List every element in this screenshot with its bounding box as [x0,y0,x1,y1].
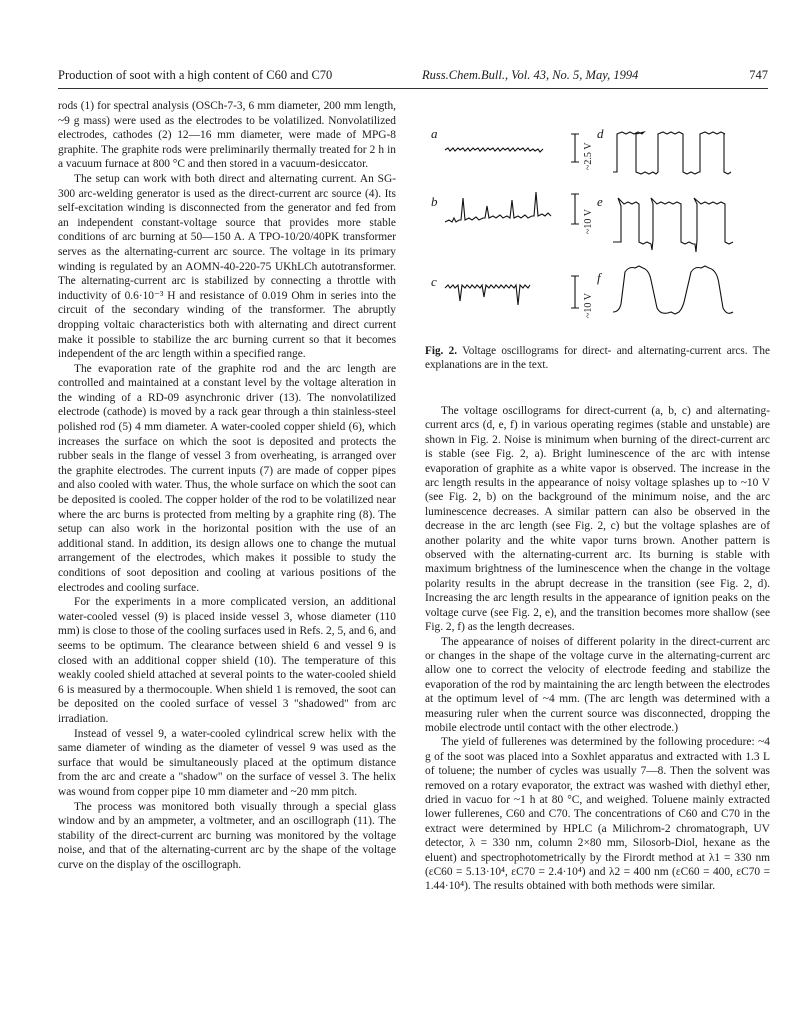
trace-e [613,198,733,252]
paragraph: The setup can work with both direct and alternating current. An SG-300 arc-welding generator is used as the direct-current arc source (4). Its self-excitation winding is disconnected from the generator and fed from an independent constant-voltage source that provides more stable conditions of arc burning at 50—150 A. A TPO-10/20/40PK transformer serves as the alternating-current arc source. The voltage in its primary winding is regulated by an AOMN-40-220-75 UKhLCh autotransformer. The alternating-current arc is stabilized by connecting a throttle with inductivity of 0.6·10⁻³ H and resistance of 0.019 Ohm in series into the circuit of the secondary winding of the transformer. The abruptly dropping voltaic characteristics both with alternating and direct current make it possible to stabilize the arc burning current so that it becomes independent of the arc length within a specified range. [58,172,396,361]
trace-a [445,148,543,152]
scale-bar-c [571,276,579,308]
paragraph: Instead of vessel 9, a water-cooled cylindrical screw helix with the same diameter of winding as the diameter of vessel 9 was used as the surface that would be simultaneously placed at the optimum distance from the arc and create a "shadow" on the surface of vessel 3. The helix was wound from copper pipe 10 mm diameter and ~20 mm pitch. [58,727,396,798]
voltage-label-a: ~2.5 V [583,142,594,170]
figure-oscillograms [425,112,770,332]
paragraph: The evaporation rate of the graphite rod and the arc length are controlled and maintained at a constant level by the voltage alteration in the winding of a RD-09 asynchronic driver (13). The nonvolatilized electrode (cathode) is moved by a rack gear through a thin stainless-steel polished rod (5) 4 mm diameter. A water-cooled copper shield (6), which increases the surface on which the soot is deposited and protects the rubber seals in the flange of vessel 3 from overheating, is arranged over the graphite electrodes. The current inputs (7) are made of copper pipes and also cooled with water. Thus, the whole surface on which the soot can be deposited is cooled. The copper holder of the rod to be volatilized near where the arc burns is protected from melting by a graphite ring (8). The setup can also work in the horizontal position with the use of an additional stand. In addition, its design allows one to change the mutual arrangement of the electrodes, which makes it possible to study the conditions of soot deposition and cooling at various positions of the electrodes and cooling surface. [58,362,396,594]
caption-label: Fig. 2. [425,345,458,357]
paragraph: The voltage oscillograms for direct-current (a, b, c) and alternating-current arcs (d, e, f) in various operating regimes (stable and unstable) are shown in Fig. 2. Noise is minimum when burning of the direct-current arc is stable (see Fig. 2, a). Bright luminescence of the arc with intense evaporation of graphite as a white vapor is observed. The increase in the arc length results in the appearance of noisy voltage splashes up to ~10 V (see Fig. 2, b) on the background of the minimum noise, and the arc luminescence decreases. A similar pattern can also be observed in the decrease in the arc length (see Fig. 2, c) but the voltage splashes are of another polarity and the white vapor turns brown. Another pattern is observed with the alternating-current arc. Its burning is stable with maximum brightness of the luminescence when the change in the voltage polarity results in the abrupt decrease in the transition (see Fig. 2, d). Increasing the arc length results in the appearance of ignition peaks on the voltage curve (see Fig. 2, e), and the transition becomes more shallow (see Fig. 2, f) as the length decreases. [425,405,770,634]
panel-label-c: c [431,274,437,289]
trace-c [445,285,530,305]
left-column [58,99,396,872]
paragraph: rods (1) for spectral analysis (OSCh-7-3, 6 mm diameter, 200 mm length, ~9 g mass) were used as the electrodes to be volatilized. Nonvolatilized electrodes, cathodes (2) 12—16 mm diameter, were made of MPG-8 graphite. The graphite rods were preliminarily thermally treated for 2 h in a vacuum furnace at 800 °C and then stored in a vacuum-desiccator. [58,100,396,171]
caption-text: Voltage oscillograms for direct- and alternating-current arcs. The explanations are in the text. [425,345,770,371]
paragraph: The appearance of noises of different polarity in the direct-current arc or changes in the shape of the voltage curve in the alternating-current arc allow one to correct the velocity of electrode feeding and stabilize the evaporation of the rod by maintaining the arc length between the electrodes at the optimum level of ~4 mm. (The arc length was determined with a measuring ruler when the current source was disconnected, dropping the mobile electrode until contact with the other electrode.) [425,635,770,734]
panel-label-a: a [431,126,438,141]
paragraph: For the experiments in a more complicated version, an additional water-cooled vessel (9) is placed inside vessel 3, whose diameter (110 mm) is close to those of the cooling surfaces used in Refs. 2, 5, and 6, and seems to be optimum. The clearance between shield 6 and vessel 9 is closed with an additional copper shield (10). The temperature of this weakly cooled shield attached at several points to the water-cooled shield 6 is measured by a thermocouple. When shield 1 is removed, the soot can be deposited on the cooled surface of vessel 3 "shadowed" from arc irradiation. [58,596,396,725]
trace-f [613,266,733,314]
page-number: 747 [749,68,768,82]
right-column [425,404,770,894]
scale-bar-a [571,134,579,162]
panel-label-b: b [431,194,438,209]
paragraph: The yield of fullerenes was determined by the following procedure: ~4 g of the soot was placed into a Soxhlet apparatus and extracted with 1.3 L of toluene; the number of cycles was usually 7—8. Then the solvent was removed on a rotary evaporator, the extract was washed with diethyl ether, dried in vacuo for ~1 h at 80 °C, and weighed. Toluene mainly extracted lower fullerenes, C60 and C70. The concentrations of C60 and C70 in the extract were determined by HPLC (a Milichrom-2 chromatograph, UV detector, λ = 330 nm, column 2×80 mm, Silosorb-Diol, hexane as the eluent) and spectrophotometrically by the Firordt method at λ1 = 330 nm (εC60 = 5.13·10⁴, εC70 = 2.4·10⁴) and λ2 = 400 nm (εC60 = 400, εC70 = 1.44·10⁴). The results obtained with both methods were similar. [425,736,770,893]
trace-d [613,132,731,174]
voltage-label-c: ~10 V [583,293,594,318]
header-title: Production of soot with a high content of C60 and C70 [58,68,333,82]
scale-bar-b [571,194,579,224]
figure-caption [425,344,770,372]
header-journal: Russ.Chem.Bull., Vol. 43, No. 5, May, 1994 [422,68,639,82]
trace-b [445,192,551,222]
oscillogram-traces [425,112,770,332]
voltage-label-b: ~10 V [583,209,594,234]
panel-label-e: e [597,194,603,209]
panel-label-f: f [597,270,601,285]
paragraph: The process was monitored both visually through a special glass window and by an ampmeter, a voltmeter, and an oscillograph (11). The stability of the direct-current arc burning was monitored by the voltage noise, and that of the alternating-current arc by the shape of the voltage curve on the display of the oscillograph. [58,800,396,871]
running-header [58,66,768,89]
panel-label-d: d [597,126,604,141]
